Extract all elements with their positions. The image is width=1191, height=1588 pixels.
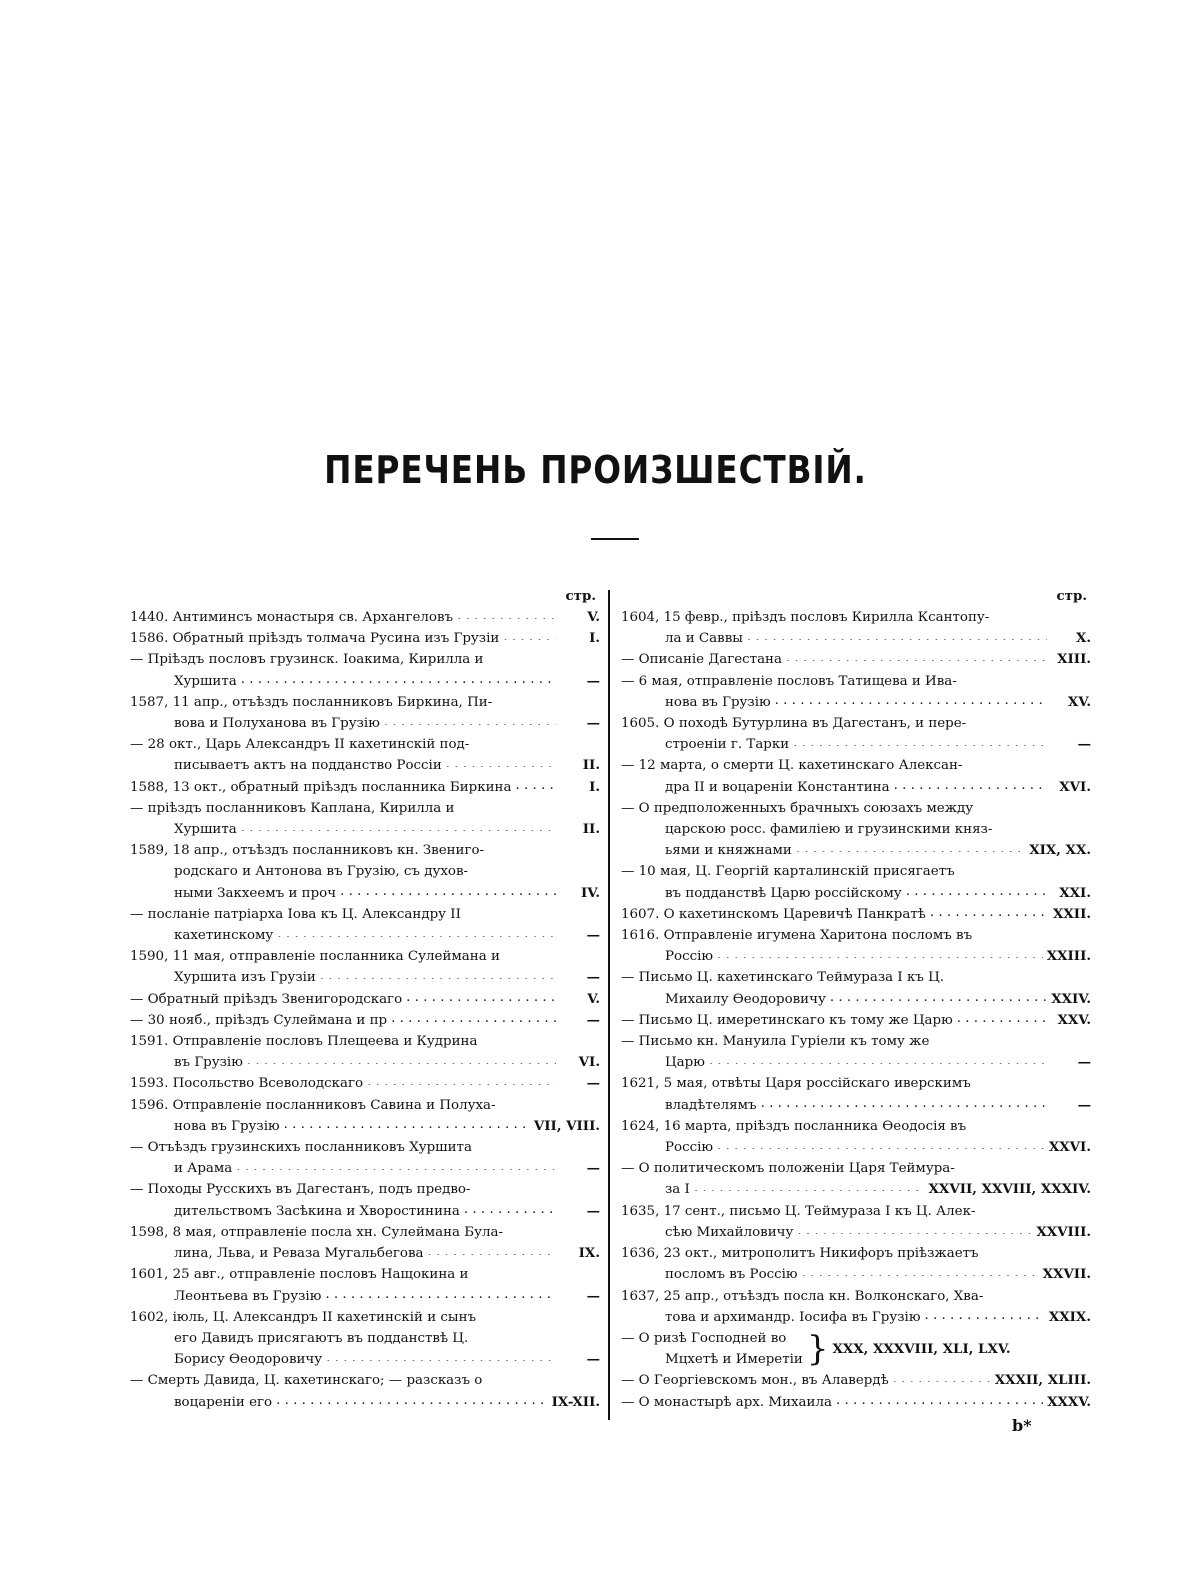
entry-text: дительствомъ Засѣкина и Хворостинина xyxy=(174,1203,460,1219)
entry-line xyxy=(621,1243,1091,1264)
entry-line xyxy=(130,734,600,755)
page-ref: XXIV. xyxy=(1051,990,1091,1007)
page-ref: IV. xyxy=(581,884,600,901)
page-ref: IX-XII. xyxy=(551,1393,600,1410)
leader-dots xyxy=(906,881,1047,894)
entry-line xyxy=(130,777,600,798)
entry-text: строеніи г. Тарки xyxy=(665,737,790,753)
leader-dots xyxy=(717,1136,1045,1149)
entry-line xyxy=(621,671,1091,692)
entry-line xyxy=(130,1307,600,1328)
leader-dots xyxy=(367,1072,556,1085)
entry-line xyxy=(621,1137,1091,1158)
leader-dots xyxy=(277,924,556,937)
entry-text: воцареніи его xyxy=(174,1394,273,1410)
entry-text: 1601, 25 авг., отправленіе пословъ Нащокина и xyxy=(130,1267,469,1283)
entry-line xyxy=(130,1392,600,1413)
entry-text: — 10 мая, Ц. Георгій карталинскій присягаетъ xyxy=(621,864,955,880)
contents-entry xyxy=(621,1010,1091,1031)
leader-dots xyxy=(340,881,556,894)
contents-entry xyxy=(621,1328,1091,1370)
entry-text: — Отъѣздъ грузинскихъ посланниковъ Хуршита xyxy=(130,1140,472,1156)
page-ref: XIII. xyxy=(1057,651,1091,668)
contents-entry xyxy=(621,671,1091,713)
contents-entry xyxy=(130,649,600,691)
entry-text: — Смерть Давида, Ц. кахетинскаго; — разсказъ о xyxy=(130,1373,483,1389)
contents-entry xyxy=(130,946,600,988)
entry-text: Михаилу Ѳеодоровичу xyxy=(665,991,826,1007)
page-ref: — xyxy=(586,927,600,944)
page-ref: — xyxy=(586,969,600,986)
leader-dots xyxy=(241,818,556,831)
contents-entry xyxy=(130,1095,600,1137)
contents-entry xyxy=(621,967,1091,1009)
page-ref: XXI. xyxy=(1059,884,1091,901)
entry-line xyxy=(130,1031,600,1052)
contents-entry xyxy=(130,734,600,776)
leader-dots xyxy=(786,648,1047,661)
entry-text: писываетъ актъ на подданство Россіи xyxy=(174,758,442,774)
entry-line xyxy=(621,1349,803,1370)
entry-text: — О монастырѣ арх. Михаила xyxy=(621,1394,832,1410)
entry-text: — 12 марта, о смерти Ц. кахетинскаго Алексан- xyxy=(621,758,963,774)
leader-dots xyxy=(830,987,1047,1000)
page-ref: — xyxy=(586,715,600,732)
entry-line xyxy=(621,840,1091,861)
page-ref: XXV. xyxy=(1057,1011,1091,1028)
contents-entry xyxy=(130,840,600,904)
entry-line xyxy=(621,1370,1091,1391)
brace-glyph: } xyxy=(806,1329,829,1370)
entry-text: вова и Полуханова въ Грузію xyxy=(174,716,380,732)
entry-line xyxy=(130,1073,600,1094)
entry-line xyxy=(621,1392,1091,1413)
entry-text: въ подданствѣ Царю россійскому xyxy=(665,885,902,901)
leader-dots xyxy=(276,1390,548,1403)
entry-line xyxy=(130,819,600,840)
entry-line xyxy=(621,1286,1091,1307)
entry-text: — Описаніе Дагестана xyxy=(621,652,782,668)
contents-entry xyxy=(621,713,1091,755)
braced-entry xyxy=(621,1328,1091,1370)
page-ref: X. xyxy=(1075,630,1091,647)
entry-text: — Пріѣздъ пословъ грузинск. Іоакима, Кирилла и xyxy=(130,652,484,668)
contents-entry xyxy=(130,628,600,649)
leader-dots xyxy=(717,945,1043,958)
entry-line xyxy=(621,904,1091,925)
contents-entry xyxy=(130,777,600,798)
entry-text: царскою росс. фамиліею и грузинскими княз- xyxy=(665,822,993,838)
entry-text: — Письмо кн. Мануила Гуріели къ тому же xyxy=(621,1034,930,1050)
entry-text: 1635, 17 сент., письмо Ц. Теймураза I къ Ц. Алек- xyxy=(621,1203,976,1219)
entry-line xyxy=(130,755,600,776)
contents-entry xyxy=(621,607,1091,649)
entry-line xyxy=(621,798,1091,819)
entry-line xyxy=(621,607,1091,628)
page-ref: VII, VIII. xyxy=(533,1117,600,1134)
entry-line xyxy=(621,967,1091,988)
entry-line xyxy=(621,1179,1091,1200)
contents-entry xyxy=(130,989,600,1010)
entry-text: 1598, 8 мая, отправленіе посла хн. Сулеймана Була- xyxy=(130,1224,504,1240)
entry-line xyxy=(621,692,1091,713)
page-ref: V. xyxy=(587,990,600,1007)
leader-dots xyxy=(325,1284,556,1297)
page-ref: XV. xyxy=(1067,693,1091,710)
entry-line xyxy=(621,925,1091,946)
entry-text: ла и Саввы xyxy=(665,631,743,647)
entry-line xyxy=(130,1370,600,1391)
leader-dots xyxy=(957,1008,1047,1021)
entry-text: 1624, 16 марта, пріѣздъ посланника Ѳеодосія въ xyxy=(621,1118,967,1134)
contents-entry xyxy=(621,649,1091,670)
entry-text: 1596. Отправленіе посланниковъ Савина и Полуха- xyxy=(130,1097,496,1113)
contents-entry xyxy=(130,1137,600,1179)
page-ref: I. xyxy=(589,630,600,647)
entry-line xyxy=(621,1307,1091,1328)
entry-line xyxy=(621,1328,803,1349)
contents-entry xyxy=(621,1073,1091,1115)
leader-dots xyxy=(503,627,556,640)
entry-text: нова въ Грузію xyxy=(665,694,771,710)
entry-text: родскаго и Антонова въ Грузію, съ духов- xyxy=(174,864,469,880)
entry-text: — Письмо Ц. кахетинскаго Теймураза I къ Ц. xyxy=(621,970,945,986)
page-ref: — xyxy=(586,1351,600,1368)
leader-dots xyxy=(326,1348,556,1361)
entry-text: владѣтелямъ xyxy=(665,1097,757,1113)
entry-text: 1602, іюль, Ц. Александръ II кахетинскій и сынъ xyxy=(130,1309,477,1325)
page-ref: — xyxy=(586,672,600,689)
entry-text: его Давидъ присягаютъ въ подданствѣ Ц. xyxy=(174,1330,469,1346)
leader-dots xyxy=(694,1178,925,1191)
leader-dots xyxy=(797,1221,1032,1234)
entry-text: Мцхетѣ и Имеретіи xyxy=(665,1352,803,1368)
entry-line xyxy=(130,925,600,946)
page-ref: XXXII, XLIII. xyxy=(994,1372,1091,1389)
contents-entry xyxy=(130,1179,600,1221)
leader-dots xyxy=(893,1369,991,1382)
entry-line xyxy=(130,904,600,925)
entry-line xyxy=(130,861,600,882)
leader-dots xyxy=(894,775,1047,788)
entry-line xyxy=(621,734,1091,755)
contents-entry xyxy=(621,798,1091,862)
entry-line xyxy=(130,1137,600,1158)
contents-entry xyxy=(621,1031,1091,1073)
leader-dots xyxy=(236,1157,556,1170)
contents-entry xyxy=(621,904,1091,925)
title-rule xyxy=(591,538,639,540)
entry-text: 1590, 11 мая, отправленіе посланника Сулеймана и xyxy=(130,949,500,965)
entry-text: — Походы Русскихъ въ Дагестанъ, подъ предво- xyxy=(130,1182,471,1198)
contents-entry xyxy=(130,692,600,734)
page-ref: XXVIII. xyxy=(1036,1223,1091,1240)
entry-text: кахетинскому xyxy=(174,928,274,944)
entry-text: 1616. Отправленіе игумена Харитона посломъ въ xyxy=(621,928,973,944)
leader-dots xyxy=(464,1199,556,1212)
entry-text: 1587, 11 апр., отъѣздъ посланниковъ Биркина, Пи- xyxy=(130,694,493,710)
entry-text: 1440. Антиминсъ монастыря св. Архангеловъ xyxy=(130,610,454,625)
entry-text: ьями и княжнами xyxy=(665,843,792,859)
leader-dots xyxy=(446,754,556,767)
entry-line xyxy=(621,1010,1091,1031)
page-ref: XIX, XX. xyxy=(1029,842,1091,859)
column-divider xyxy=(608,590,610,1420)
entry-line xyxy=(130,946,600,967)
entry-text: нова въ Грузію xyxy=(174,1118,280,1134)
entry-line xyxy=(621,1264,1091,1285)
entry-line xyxy=(130,989,600,1010)
entry-line xyxy=(621,777,1091,798)
leader-dots xyxy=(457,606,556,619)
leader-dots xyxy=(709,1051,1047,1064)
contents-entry xyxy=(621,755,1091,797)
contents-entry xyxy=(621,925,1091,967)
entry-line xyxy=(130,671,600,692)
entry-line xyxy=(621,946,1091,967)
entry-line xyxy=(130,1222,600,1243)
page-ref: VI. xyxy=(578,1054,600,1071)
entry-text: 1591. Отправленіе пословъ Плещеева и Кудрина xyxy=(130,1034,478,1050)
contents-entry xyxy=(621,1201,1091,1243)
contents-entry xyxy=(130,1222,600,1264)
leader-dots xyxy=(930,902,1047,915)
page-ref: XXVII, XXVIII, XXXIV. xyxy=(928,1181,1091,1198)
entry-text: ными Закхеемъ и проч xyxy=(174,885,337,901)
entry-line xyxy=(130,840,600,861)
entry-text: 1604, 15 февр., пріѣздъ пословъ Кирилла Ксантопу- xyxy=(621,610,990,625)
page-ref: — xyxy=(586,1075,600,1092)
entry-text: 1593. Посольство Всеволодскаго xyxy=(130,1076,364,1092)
entry-line xyxy=(130,1328,600,1349)
leader-dots xyxy=(406,987,556,1000)
entry-line xyxy=(130,1010,600,1031)
page-ref: II. xyxy=(582,757,600,774)
page-ref: XXX, XXXVIII, XLI, LXV. xyxy=(832,1340,1011,1357)
contents-entry xyxy=(621,1286,1091,1328)
entry-line xyxy=(621,1052,1091,1073)
entry-line xyxy=(621,989,1091,1010)
entry-text: — пріѣздъ посланниковъ Каплана, Кирилла и xyxy=(130,800,455,816)
leader-dots xyxy=(796,839,1025,852)
page-ref: XXVI. xyxy=(1048,1139,1091,1156)
entry-line xyxy=(130,1243,600,1264)
contents-entry xyxy=(621,1243,1091,1285)
entry-text: и Арама xyxy=(174,1161,233,1177)
page-ref: — xyxy=(586,1160,600,1177)
page-ref: — xyxy=(1077,1054,1091,1071)
entry-line xyxy=(130,1179,600,1200)
entry-line xyxy=(130,692,600,713)
entry-text: — О предположенныхъ брачныхъ союзахъ между xyxy=(621,800,974,816)
entry-text: — посланіе патріарха Іова къ Ц. Александру II xyxy=(130,906,461,922)
entry-line xyxy=(130,1349,600,1370)
page-ref: XXIII. xyxy=(1046,948,1091,965)
entry-text: 1636, 23 окт., митрополитъ Никифоръ пріѣзжаетъ xyxy=(621,1246,979,1262)
contents-entry xyxy=(621,1392,1091,1413)
entry-line xyxy=(130,607,600,628)
entry-text: 1621, 5 мая, отвѣты Царя россійскаго иверскимъ xyxy=(621,1076,971,1092)
entry-text: — О политическомъ положеніи Царя Теймура- xyxy=(621,1161,955,1177)
entry-text: лина, Льва, и Реваза Мугальбегова xyxy=(174,1246,424,1262)
right-column xyxy=(621,586,1091,1413)
entry-text: сѣю Михайловичу xyxy=(665,1224,794,1240)
entry-line xyxy=(130,883,600,904)
entry-text: — 28 окт., Царь Александръ II кахетинскій под- xyxy=(130,737,470,753)
page-ref: XXXV. xyxy=(1047,1393,1091,1410)
leader-dots xyxy=(802,1263,1039,1276)
contents-entry xyxy=(130,798,600,840)
entry-line xyxy=(621,1116,1091,1137)
left-column xyxy=(130,586,600,1413)
entry-text: Россію xyxy=(665,1140,714,1156)
entry-line xyxy=(130,713,600,734)
entry-line xyxy=(621,1031,1091,1052)
entry-text: 1637, 25 апр., отъѣздъ посла кн. Волконскаго, Хва- xyxy=(621,1288,984,1304)
entry-line xyxy=(130,1095,600,1116)
entry-text: 1586. Обратный пріѣздъ толмача Русина изъ Грузіи xyxy=(130,631,500,647)
page-ref: — xyxy=(586,1202,600,1219)
entry-line xyxy=(621,713,1091,734)
entry-line xyxy=(130,1158,600,1179)
entry-text: 1588, 13 окт., обратный пріѣздъ посланника Биркина xyxy=(130,779,512,795)
leader-dots xyxy=(775,690,1047,703)
entry-text: — 6 мая, отправленіе пословъ Татищева и Ива- xyxy=(621,673,957,689)
entry-text: това и архимандр. Іосифа въ Грузію xyxy=(665,1309,921,1325)
contents-entry xyxy=(621,1158,1091,1200)
contents-entry xyxy=(130,1307,600,1371)
page-ref: XXIX. xyxy=(1048,1308,1091,1325)
leader-dots xyxy=(391,1008,556,1021)
signature-mark: b* xyxy=(1012,1416,1032,1435)
entry-text: за I xyxy=(665,1182,690,1198)
contents-entry xyxy=(130,1031,600,1073)
page-ref: XXII. xyxy=(1053,905,1091,922)
entry-line xyxy=(130,1201,600,1222)
entry-text: дра II и воцареніи Константина xyxy=(665,779,890,795)
entry-text: — 30 нояб., пріѣздъ Сулеймана и пр xyxy=(130,1012,388,1028)
leader-dots xyxy=(836,1390,1043,1403)
entry-line xyxy=(621,649,1091,670)
page-ref: — xyxy=(1077,1096,1091,1113)
page-column-header: стр. xyxy=(1056,588,1087,604)
page-ref: — xyxy=(586,1011,600,1028)
entry-text: Хуршита xyxy=(174,673,237,689)
entry-line xyxy=(621,1095,1091,1116)
entry-line xyxy=(621,819,1091,840)
leader-dots xyxy=(247,1051,556,1064)
leader-dots xyxy=(428,1242,556,1255)
leader-dots xyxy=(925,1305,1045,1318)
entry-line xyxy=(621,1222,1091,1243)
entry-line xyxy=(621,755,1091,776)
entry-line xyxy=(130,628,600,649)
entry-line xyxy=(130,967,600,988)
entry-line xyxy=(130,1286,600,1307)
entry-text: 1607. О кахетинскомъ Царевичѣ Панкратѣ xyxy=(621,906,926,922)
entry-text: 1589, 18 апр., отъѣздъ посланниковъ кн. Звениго- xyxy=(130,843,485,859)
contents-entry xyxy=(130,607,600,628)
page-ref: V. xyxy=(587,609,600,625)
entry-text: — Письмо Ц. имеретинскаго къ тому же Царю xyxy=(621,1012,953,1028)
entry-line xyxy=(130,1052,600,1073)
contents-entry xyxy=(130,1073,600,1094)
entry-line xyxy=(130,1116,600,1137)
page-ref: — xyxy=(586,1287,600,1304)
entry-text: 1605. О походѣ Бутурлина въ Дагестанъ, и пере- xyxy=(621,716,967,732)
page-ref: XXVII. xyxy=(1042,1266,1091,1283)
page-ref: II. xyxy=(582,821,600,838)
entry-line xyxy=(130,1264,600,1285)
leader-dots xyxy=(793,733,1047,746)
entry-line xyxy=(621,1201,1091,1222)
leader-dots xyxy=(241,669,556,682)
page-ref: XVI. xyxy=(1059,778,1091,795)
entry-line xyxy=(621,628,1091,649)
entry-line xyxy=(130,798,600,819)
entry-line xyxy=(621,1073,1091,1094)
entry-text: Хуршита xyxy=(174,822,237,838)
page-ref: — xyxy=(1077,736,1091,753)
entry-text: — О ризѣ Господней во xyxy=(621,1330,787,1346)
entry-text: въ Грузію xyxy=(174,1055,243,1071)
leader-dots xyxy=(384,712,556,725)
entry-text: — Обратный пріѣздъ Звенигородскаго xyxy=(130,991,403,1007)
contents-entry xyxy=(130,1264,600,1306)
page-ref: IX. xyxy=(578,1245,600,1262)
contents-entry xyxy=(130,1010,600,1031)
contents-entry xyxy=(130,904,600,946)
page-title: ПЕРЕЧЕНЬ ПРОИЗШЕСТВІЙ. xyxy=(324,448,867,492)
entry-text: Царю xyxy=(665,1055,705,1071)
page-column-header: стр. xyxy=(565,588,596,604)
entry-text: Россію xyxy=(665,949,714,965)
leader-dots xyxy=(761,1093,1047,1106)
entry-text: Борису Ѳеодоровичу xyxy=(174,1352,323,1368)
contents-entry xyxy=(130,1370,600,1412)
entry-text: Леонтьева въ Грузію xyxy=(174,1288,322,1304)
contents-entry xyxy=(621,861,1091,903)
leader-dots xyxy=(747,627,1047,640)
entry-line xyxy=(621,1158,1091,1179)
leader-dots xyxy=(284,1114,530,1127)
entry-line xyxy=(621,883,1091,904)
leader-dots xyxy=(515,775,556,788)
contents-entry xyxy=(621,1370,1091,1391)
page-ref: I. xyxy=(589,778,600,795)
contents-entry xyxy=(621,1116,1091,1158)
leader-dots xyxy=(320,966,556,979)
entry-line xyxy=(621,861,1091,882)
entry-text: посломъ въ Россію xyxy=(665,1267,798,1283)
entry-text: — О Георгіевскомъ мон., въ Алавердѣ xyxy=(621,1373,889,1389)
entry-line xyxy=(130,649,600,670)
entry-text: Хуршита изъ Грузіи xyxy=(174,970,316,986)
